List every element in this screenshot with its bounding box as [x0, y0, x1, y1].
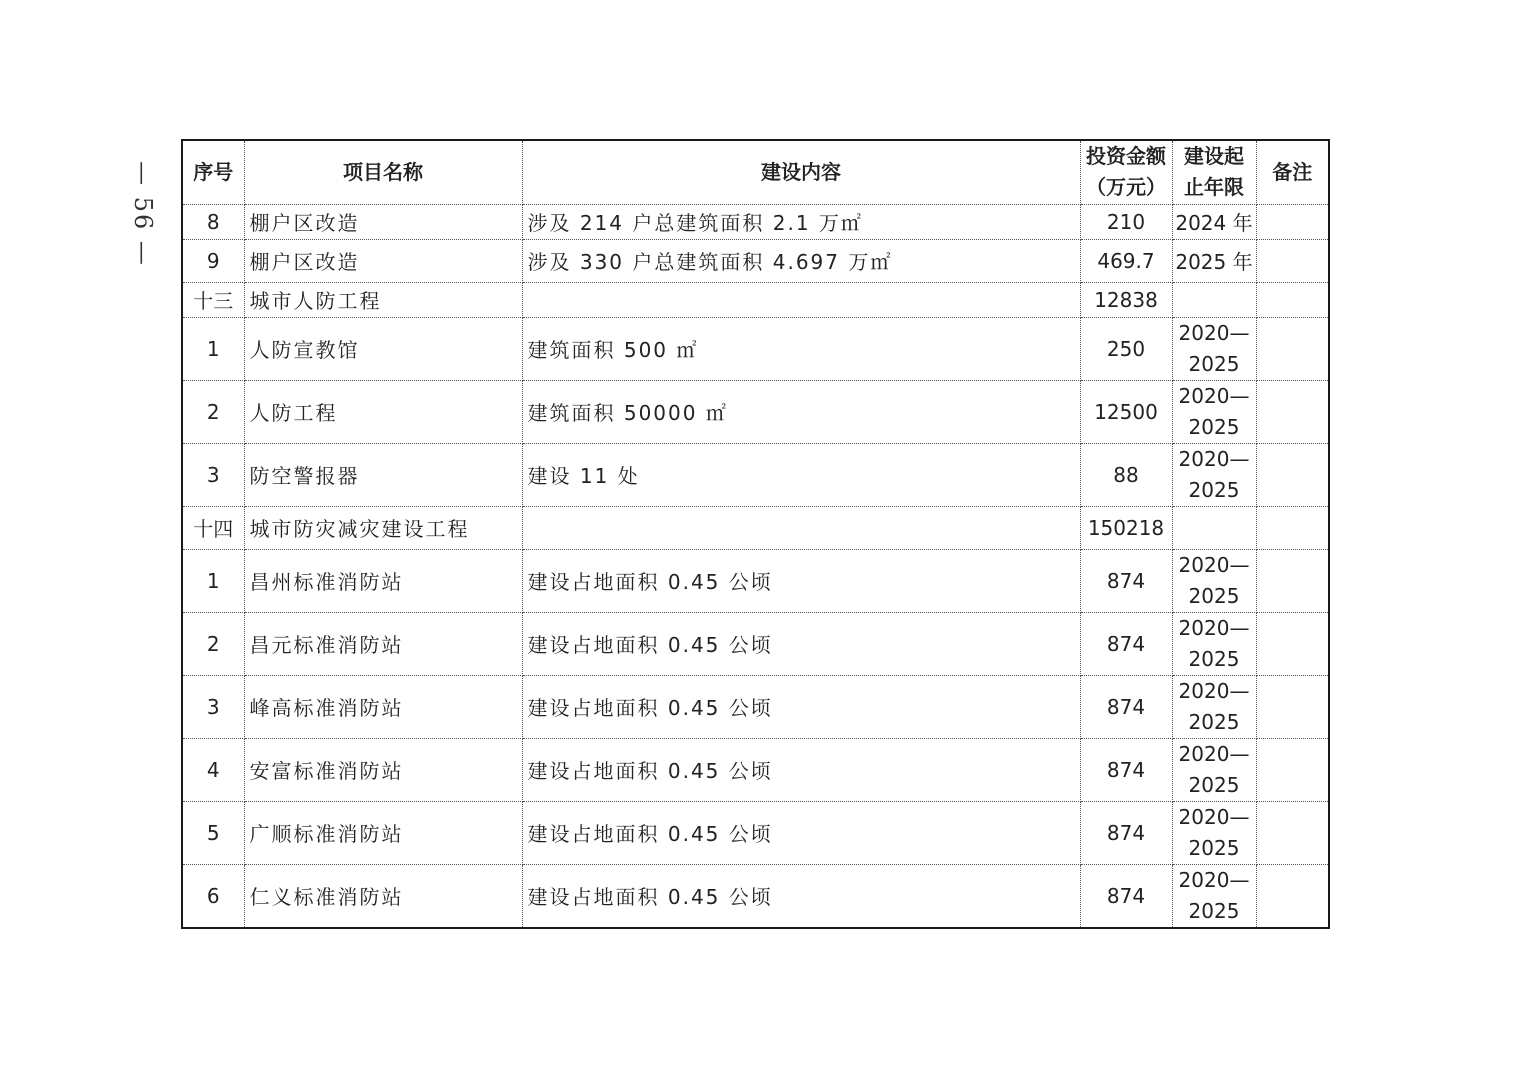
period-end: 2025 [1188, 583, 1240, 608]
cell-period [1172, 506, 1256, 549]
cell-note [1256, 239, 1329, 282]
cell-period [1172, 675, 1256, 738]
cell-seq: 3 [182, 443, 244, 506]
cell-name: 城市人防工程 [244, 282, 522, 317]
header-name: 项目名称 [244, 140, 522, 204]
header-invest [1080, 140, 1172, 204]
table-row [182, 239, 1329, 282]
cell-seq: 3 [182, 675, 244, 738]
cell-invest: 210 [1080, 204, 1172, 239]
table-row [182, 443, 1329, 506]
header-content: 建设内容 [522, 140, 1080, 204]
cell-content: 建设占地面积 0.45 公顷 [522, 801, 1080, 864]
cell-name: 棚户区改造 [244, 204, 522, 239]
table-row [182, 317, 1329, 380]
cell-name: 广顺标准消防站 [244, 801, 522, 864]
cell-period [1172, 443, 1256, 506]
period-start: 2020— [1178, 741, 1250, 766]
cell-name: 安富标准消防站 [244, 738, 522, 801]
cell-name: 峰高标准消防站 [244, 675, 522, 738]
table-row [182, 675, 1329, 738]
period-end: 2025 [1188, 709, 1240, 734]
cell-name: 昌州标准消防站 [244, 549, 522, 612]
cell-name: 棚户区改造 [244, 239, 522, 282]
cell-invest: 874 [1080, 801, 1172, 864]
cell-note [1256, 675, 1329, 738]
period-start: 2020— [1178, 383, 1250, 408]
section-row [182, 282, 1329, 317]
cell-name: 人防工程 [244, 380, 522, 443]
cell-period [1172, 282, 1256, 317]
cell-invest: 250 [1080, 317, 1172, 380]
header-period-line2: 止年限 [1184, 175, 1244, 200]
period-end: 2025 [1188, 835, 1240, 860]
cell-invest: 88 [1080, 443, 1172, 506]
section-row [182, 506, 1329, 549]
cell-note [1256, 864, 1329, 928]
cell-period: 2024 年 [1172, 204, 1256, 239]
table-row [182, 549, 1329, 612]
cell-content: 涉及 214 户总建筑面积 2.1 万㎡ [522, 204, 1080, 239]
cell-period [1172, 738, 1256, 801]
cell-content [522, 506, 1080, 549]
cell-name: 人防宣教馆 [244, 317, 522, 380]
period-start: 2020— [1178, 552, 1250, 577]
period-end: 2025 [1188, 898, 1240, 923]
cell-period: 2025 年 [1172, 239, 1256, 282]
cell-period [1172, 317, 1256, 380]
table-row [182, 801, 1329, 864]
cell-period [1172, 549, 1256, 612]
table-header-row [182, 140, 1329, 204]
header-period [1172, 140, 1256, 204]
cell-name: 仁义标准消防站 [244, 864, 522, 928]
cell-seq: 十四 [182, 506, 244, 549]
cell-seq: 2 [182, 380, 244, 443]
cell-content: 建设占地面积 0.45 公顷 [522, 549, 1080, 612]
cell-note [1256, 380, 1329, 443]
cell-content: 建设占地面积 0.45 公顷 [522, 864, 1080, 928]
header-seq: 序号 [182, 140, 244, 204]
cell-seq: 十三 [182, 282, 244, 317]
cell-note [1256, 443, 1329, 506]
cell-invest: 12500 [1080, 380, 1172, 443]
cell-invest: 874 [1080, 612, 1172, 675]
period-start: 2020— [1178, 615, 1250, 640]
cell-seq: 8 [182, 204, 244, 239]
header-period-line1: 建设起 [1184, 144, 1244, 169]
header-invest-line2: （万元） [1086, 175, 1166, 200]
period-end: 2025 [1188, 351, 1240, 376]
cell-note [1256, 549, 1329, 612]
header-note: 备注 [1256, 140, 1329, 204]
cell-content: 建设占地面积 0.45 公顷 [522, 675, 1080, 738]
header-invest-line1: 投资金额 [1086, 144, 1166, 169]
cell-note [1256, 204, 1329, 239]
project-table [181, 139, 1330, 929]
period-end: 2025 [1188, 414, 1240, 439]
cell-note [1256, 506, 1329, 549]
cell-note [1256, 801, 1329, 864]
period-end: 2025 [1188, 772, 1240, 797]
cell-invest: 874 [1080, 864, 1172, 928]
period-end: 2025 [1188, 646, 1240, 671]
cell-content: 建设 11 处 [522, 443, 1080, 506]
cell-seq: 9 [182, 239, 244, 282]
table-row [182, 864, 1329, 928]
period-start: 2020— [1178, 320, 1250, 345]
table-row [182, 612, 1329, 675]
cell-content [522, 282, 1080, 317]
cell-seq: 4 [182, 738, 244, 801]
page-number-text: — 56 — [129, 161, 157, 267]
cell-note [1256, 612, 1329, 675]
cell-invest: 12838 [1080, 282, 1172, 317]
cell-content: 建筑面积 50000 ㎡ [522, 380, 1080, 443]
cell-seq: 6 [182, 864, 244, 928]
cell-note [1256, 282, 1329, 317]
table-row [182, 380, 1329, 443]
cell-seq: 1 [182, 317, 244, 380]
cell-seq: 1 [182, 549, 244, 612]
cell-name: 防空警报器 [244, 443, 522, 506]
period-start: 2020— [1178, 678, 1250, 703]
cell-seq: 5 [182, 801, 244, 864]
cell-content: 涉及 330 户总建筑面积 4.697 万㎡ [522, 239, 1080, 282]
period-start: 2020— [1178, 867, 1250, 892]
cell-invest: 874 [1080, 738, 1172, 801]
cell-invest: 874 [1080, 549, 1172, 612]
cell-name: 昌元标准消防站 [244, 612, 522, 675]
cell-invest: 469.7 [1080, 239, 1172, 282]
table-row [182, 204, 1329, 239]
cell-seq: 2 [182, 612, 244, 675]
cell-note [1256, 738, 1329, 801]
cell-note [1256, 317, 1329, 380]
period-start: 2020— [1178, 446, 1250, 471]
table-row [182, 738, 1329, 801]
cell-period [1172, 801, 1256, 864]
cell-content: 建设占地面积 0.45 公顷 [522, 612, 1080, 675]
cell-invest: 150218 [1080, 506, 1172, 549]
cell-period [1172, 380, 1256, 443]
cell-invest: 874 [1080, 675, 1172, 738]
period-start: 2020— [1178, 804, 1250, 829]
cell-period [1172, 612, 1256, 675]
cell-content: 建设占地面积 0.45 公顷 [522, 738, 1080, 801]
period-end: 2025 [1188, 477, 1240, 502]
cell-name: 城市防灾减灾建设工程 [244, 506, 522, 549]
cell-content: 建筑面积 500 ㎡ [522, 317, 1080, 380]
cell-period [1172, 864, 1256, 928]
